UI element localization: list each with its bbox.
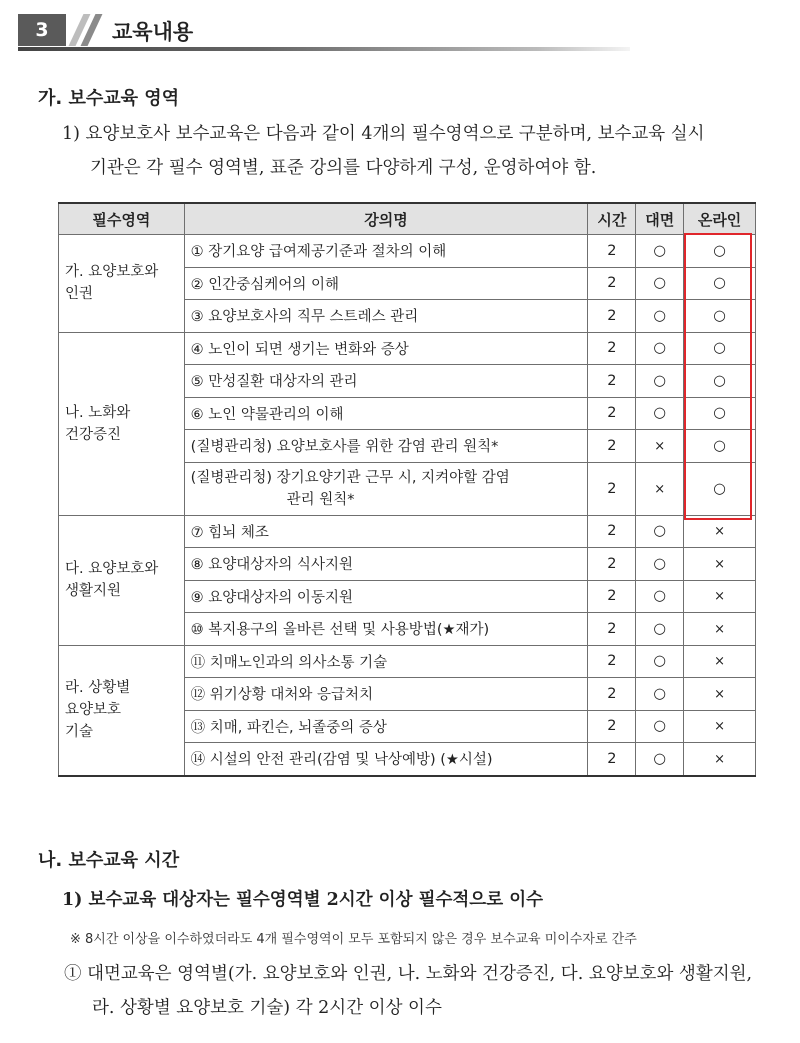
offline-cell — [636, 743, 684, 776]
hours-cell: 2 — [588, 430, 636, 463]
hours-cell: 2 — [588, 580, 636, 613]
header-domain: 필수영역 — [59, 203, 185, 235]
hours-cell: 2 — [588, 235, 636, 268]
header-offline: 대면 — [636, 203, 684, 235]
offline-cell — [636, 515, 684, 548]
circle-mark: ○ — [653, 523, 667, 540]
chapter-title: 교육내용 — [112, 20, 194, 44]
course-cell — [184, 645, 588, 678]
course-name: ① 장기요양 급여제공기준과 절차의 이해 — [190, 244, 447, 261]
curriculum-table — [58, 202, 756, 777]
course-name: ⑭ 시설의 안전 관리(감염 및 낙상예방) (★시설) — [190, 752, 493, 769]
online-cell — [684, 645, 756, 678]
x-mark: × — [714, 621, 726, 637]
table-body — [59, 235, 756, 776]
section-b-item-1: ① 대면교육은 영역별(가. 요양보호와 인권, 나. 노화와 건강증진, 다. 요양보호와 생활지원, — [64, 964, 753, 984]
course-name: ④ 노인이 되면 생기는 변화와 증상 — [190, 341, 409, 358]
circle-mark: ○ — [653, 685, 667, 702]
circle-mark: ○ — [713, 372, 726, 389]
online-cell — [684, 613, 756, 646]
domain-cell: 다. 요양보호와 생활지원 — [59, 515, 185, 645]
chapter-header — [18, 14, 630, 48]
domain-cell: 나. 노화와 건강증진 — [59, 332, 185, 515]
offline-cell — [636, 300, 684, 333]
hours-cell: 2 — [588, 365, 636, 398]
x-mark: × — [714, 751, 726, 767]
offline-cell — [636, 710, 684, 743]
offline-cell — [636, 613, 684, 646]
hours-cell: 2 — [588, 548, 636, 581]
hours-cell: 2 — [588, 332, 636, 365]
section-title-a: 가. 보수교육 영역 — [38, 88, 180, 109]
hours-cell: 2 — [588, 300, 636, 333]
course-name: ⑪ 치매노인과의 의사소통 기술 — [190, 654, 388, 671]
course-cell — [184, 743, 588, 776]
hours-cell: 2 — [588, 267, 636, 300]
course-name: ⑦ 힘뇌 체조 — [190, 524, 269, 541]
circle-mark: ○ — [653, 750, 667, 767]
circle-mark: ○ — [713, 242, 726, 259]
section-title-b: 나. 보수교육 시간 — [38, 850, 180, 871]
offline-cell — [636, 678, 684, 711]
offline-cell — [636, 332, 684, 365]
course-cell — [184, 332, 588, 365]
offline-cell — [636, 267, 684, 300]
offline-cell — [636, 548, 684, 581]
x-mark: × — [714, 589, 726, 605]
x-mark: × — [714, 556, 726, 572]
circle-mark: ○ — [653, 242, 667, 259]
circle-mark: ○ — [653, 588, 667, 605]
course-name-cont: 관리 원칙* — [286, 491, 355, 508]
offline-cell — [636, 430, 684, 463]
offline-cell — [636, 365, 684, 398]
course-name: ⑧ 요양대상자의 식사지원 — [190, 557, 353, 574]
circle-mark: ○ — [653, 555, 667, 572]
course-name: ③ 요양보호사의 직무 스트레스 관리 — [190, 309, 419, 326]
online-cell — [684, 580, 756, 613]
circle-mark: ○ — [653, 275, 667, 292]
circle-mark: ○ — [713, 405, 726, 422]
hours-cell: 2 — [588, 515, 636, 548]
hours-cell: 2 — [588, 613, 636, 646]
offline-cell — [636, 397, 684, 430]
circle-mark: ○ — [653, 718, 667, 735]
course-name: ⑫ 위기상황 대처와 응급처치 — [190, 687, 374, 704]
course-cell — [184, 267, 588, 300]
offline-cell — [636, 645, 684, 678]
x-mark: × — [714, 719, 726, 735]
hours-cell: 2 — [588, 710, 636, 743]
x-mark: × — [714, 686, 726, 702]
online-highlight-box — [684, 233, 752, 520]
section-b-item-1-cont: 라. 상황별 요양보호 기술) 각 2시간 이상 이수 — [92, 998, 442, 1018]
course-name: ⑬ 치매, 파킨슨, 뇌졸중의 증상 — [190, 719, 387, 736]
hours-cell: 2 — [588, 678, 636, 711]
course-cell — [184, 710, 588, 743]
hours-cell: 2 — [588, 645, 636, 678]
online-cell — [684, 548, 756, 581]
circle-mark: ○ — [713, 437, 726, 454]
circle-mark: ○ — [653, 405, 667, 422]
table-row — [59, 645, 756, 678]
offline-cell — [636, 235, 684, 268]
x-mark: × — [714, 654, 726, 670]
section-b-note: ※ 8시간 이상을 이수하였더라도 4개 필수영역이 모두 포함되지 않은 경우 보수교육 미이수자로 간주 — [70, 932, 637, 947]
circle-mark: ○ — [713, 307, 726, 324]
domain-cell: 가. 요양보호와 인권 — [59, 235, 185, 333]
x-mark: × — [714, 524, 726, 540]
circle-mark: ○ — [653, 340, 667, 357]
hours-cell: 2 — [588, 397, 636, 430]
section-a-paragraph-cont: 기관은 각 필수 영역별, 표준 강의를 다양하게 구성, 운영하여야 함. — [90, 158, 597, 178]
course-cell — [184, 548, 588, 581]
course-cell — [184, 515, 588, 548]
course-name: ⑥ 노인 약물관리의 이해 — [190, 406, 344, 423]
hours-cell: 2 — [588, 462, 636, 515]
course-cell — [184, 397, 588, 430]
x-mark: × — [654, 481, 666, 497]
table-row — [59, 515, 756, 548]
hours-cell: 2 — [588, 743, 636, 776]
circle-mark: ○ — [653, 653, 667, 670]
x-mark: × — [654, 438, 666, 454]
course-name: (질병관리청) 요양보호사를 위한 감염 관리 원칙* — [190, 439, 499, 456]
offline-cell — [636, 580, 684, 613]
course-name: ⑤ 만성질환 대상자의 관리 — [190, 374, 358, 391]
online-cell — [684, 710, 756, 743]
header-online: 온라인 — [684, 203, 756, 235]
course-cell — [184, 365, 588, 398]
course-cell — [184, 678, 588, 711]
domain-cell: 라. 상황별 요양보호 기술 — [59, 645, 185, 776]
circle-mark: ○ — [713, 275, 726, 292]
course-name: ⑩ 복지용구의 올바른 선택 및 사용방법(★재가) — [190, 622, 490, 639]
table-row — [59, 235, 756, 268]
course-cell — [184, 462, 588, 515]
course-cell — [184, 235, 588, 268]
circle-mark: ○ — [653, 307, 667, 324]
table-header-row — [59, 203, 756, 235]
course-cell — [184, 430, 588, 463]
header-hours: 시간 — [588, 203, 636, 235]
online-cell — [684, 743, 756, 776]
section-b-paragraph: 1) 보수교육 대상자는 필수영역별 2시간 이상 필수적으로 이수 — [62, 890, 543, 910]
header-rule — [18, 47, 630, 51]
offline-cell — [636, 462, 684, 515]
course-name: ② 인간중심케어의 이해 — [190, 276, 339, 293]
chapter-number: 3 — [18, 14, 66, 46]
circle-mark: ○ — [713, 340, 726, 357]
course-name: (질병관리청) 장기요양기관 근무 시, 지켜야할 감염 — [190, 469, 510, 486]
course-name: ⑨ 요양대상자의 이동지원 — [190, 589, 353, 606]
section-a-paragraph: 1) 요양보호사 보수교육은 다음과 같이 4개의 필수영역으로 구분하며, 보수교육 실시 — [62, 124, 705, 144]
course-cell — [184, 580, 588, 613]
circle-mark: ○ — [713, 480, 726, 497]
online-cell — [684, 678, 756, 711]
table-row — [59, 332, 756, 365]
course-cell — [184, 613, 588, 646]
circle-mark: ○ — [653, 372, 667, 389]
circle-mark: ○ — [653, 620, 667, 637]
course-cell — [184, 300, 588, 333]
header-course: 강의명 — [184, 203, 588, 235]
